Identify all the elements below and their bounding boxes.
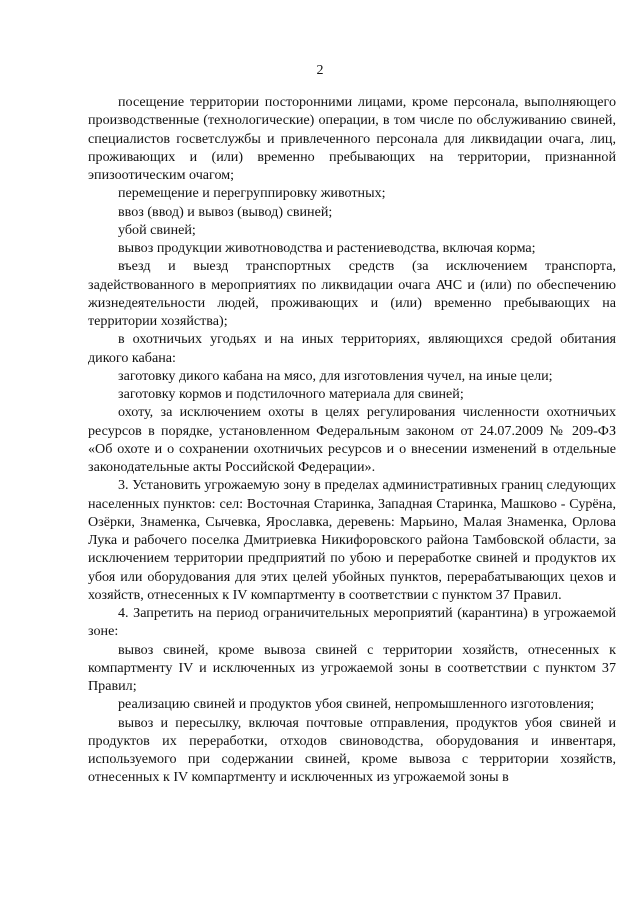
paragraph: охоту, за исключением охоты в целях регулирования численности охотничьих ресурсов в порядке, установленном Федеральным законом от 24.07.2009 № 209-ФЗ «Об охоте и о сохранении охотничьих ресурсов и о внесении изменений в отдельные законодательные акты Российской Федерации». xyxy=(88,404,616,475)
paragraph: вывоз и пересылку, включая почтовые отправления, продуктов убоя свиней и продуктов их переработки, отходов свиноводства, оборудования и инвентаря, используемого при содержании свиней, кроме вывоза с территории хозяйств, отнесенных к IV компартменту и исключенных из угрожаемой зоны в xyxy=(88,714,616,786)
paragraph: убой свиней; xyxy=(118,221,196,238)
page-number: 2 xyxy=(316,63,324,78)
paragraph: 3. Установить угрожаемую зону в пределах административных границ следующих населенных пунктов: сел: Восточная Старинка, Западная Старинка, Машково - Сурёна, Озёрки, Знаменка, Сычевка, Ярославка, деревень: Марьино, Малая Знаменка, Орлова Лука и рабочего поселка Дмитриевка Никифоровского района Тамбовской области, за исключением территории предприятий по убою и переработке свиней и продуктов их убоя или оборудования для этих целей убойных пунктов, перерабатывающих цехов и хозяйств, отнесенных к IV компартменту в соответствии с пунктом 37 Правил. xyxy=(88,477,616,603)
document-body xyxy=(88,93,616,787)
paragraph: въезд и выезд транспортных средств (за исключением транспорта, задействованного в мероприятиях по ликвидации очага АЧС и (или) по обеспечению жизнедеятельности людей, проживающих и (или) временно пребывающих на территории хозяйства); xyxy=(88,258,616,329)
paragraph: заготовку дикого кабана на мясо, для изготовления чучел, на иные цели; xyxy=(118,367,553,384)
paragraph: вывоз свиней, кроме вывоза свиней с территории хозяйств, отнесенных к компартменту IV и исключенных из угрожаемой зоны в соответствии с пунктом 37 Правил; xyxy=(88,641,616,694)
paragraph: посещение территории посторонними лицами, кроме персонала, выполняющего производственные (технологические) операции, в том числе по обслуживанию свиней, специалистов госветслужбы и привлеченного персонала для ликвидации очага, лиц, проживающих и (или) временно пребывающих на территории, признанной эпизоотическим очагом; xyxy=(88,94,616,183)
paragraph: перемещение и перегруппировку животных; xyxy=(118,185,386,202)
paragraph: ввоз (ввод) и вывоз (вывод) свиней; xyxy=(118,203,333,220)
paragraph: вывоз продукции животноводства и растениеводства, включая корма; xyxy=(118,240,536,256)
paragraph: в охотничьих угодьях и на иных территориях, являющихся средой обитания дикого кабана: xyxy=(88,331,616,366)
paragraph: 4. Запретить на период ограничительных мероприятий (карантина) в угрожаемой зоне: xyxy=(88,605,616,640)
paragraph: реализацию свиней и продуктов убоя свиней, непромышленного изготовления; xyxy=(118,696,595,713)
paragraph: заготовку кормов и подстилочного материала для свиней; xyxy=(118,386,464,402)
